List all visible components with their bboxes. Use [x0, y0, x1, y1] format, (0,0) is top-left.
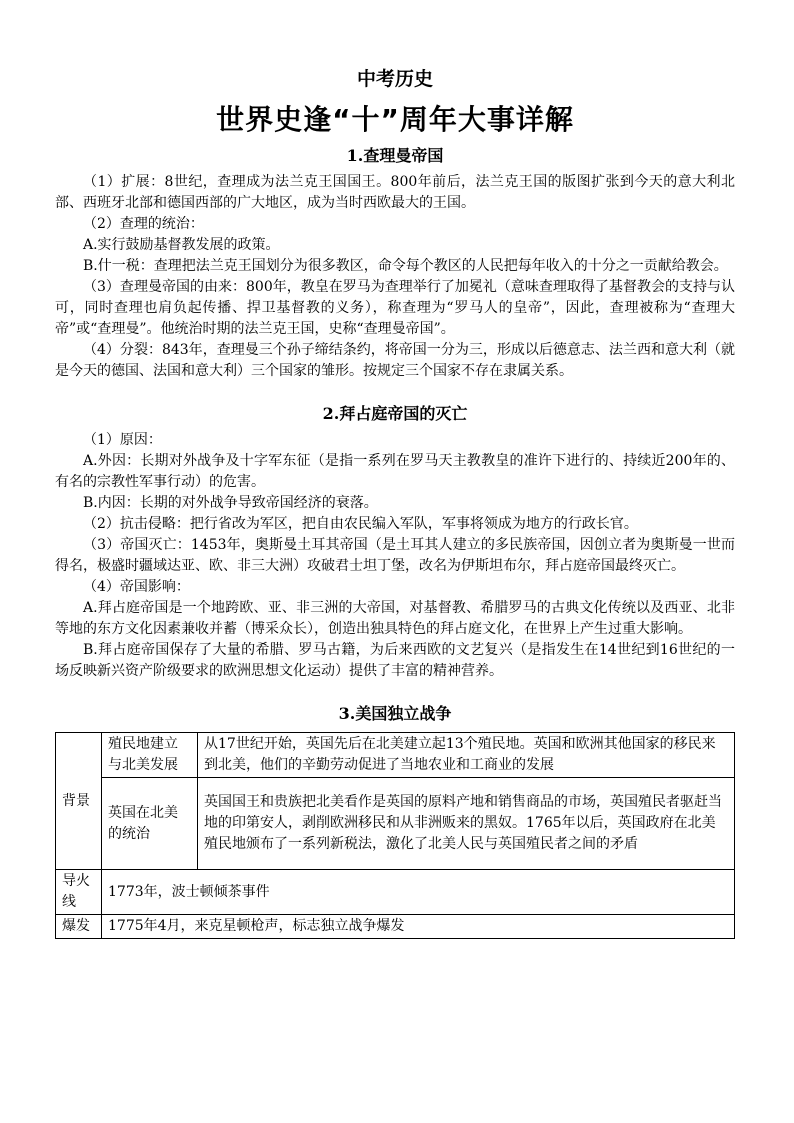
section2-paragraph: B.拜占庭帝国保存了大量的希腊、罗马古籍，为后来西欧的文艺复兴（是指发生在14世纪到16世纪的一场反映新兴资产阶级要求的欧洲思想文化运动）提供了丰富的精神营养。 — [55, 642, 735, 679]
table-row — [56, 733, 735, 778]
row-content: 从17世纪开始，英国先后在北美建立起13个殖民地。英国和欧洲其他国家的移民来到北美，他们的辛勤劳动促进了当地农业和工商业的发展 — [198, 733, 735, 778]
background-label: 背景 — [62, 792, 90, 809]
section2-title: 2.拜占庭帝国的灭亡 — [322, 404, 468, 423]
section2-paragraph: （4）帝国影响： — [83, 579, 190, 595]
row-content: 英国国王和贵族把北美看作是英国的原料产地和销售商品的市场，英国殖民者驱赶当地的印第安人，剥削欧洲移民和从非洲贩来的黑奴。1765年以后，英国政府在北美殖民地颁布了一系列新税法，激化了北美人民与英国殖民者之间的矛盾 — [198, 778, 735, 870]
table-row — [56, 870, 735, 915]
section3-title: 3.美国独立战争 — [338, 704, 452, 723]
outbreak-label: 爆发 — [56, 915, 102, 939]
outbreak-content: 1775年4月，来克星顿枪声，标志独立战争爆发 — [102, 915, 735, 939]
background-label-cell — [56, 733, 102, 870]
section2-paragraph: （1）原因： — [83, 432, 162, 448]
section1-paragraph: （2）查理的统治： — [83, 216, 204, 232]
document-title: 世界史逢“十”周年大事详解 — [216, 103, 574, 136]
section1-paragraph: B.什一税：查理把法兰克王国划分为很多教区，命令每个教区的人民把每年收入的十分之一贡献给教会。 — [83, 258, 728, 274]
fuse-content: 1773年，波士顿倾茶事件 — [102, 870, 735, 915]
section2-paragraph: （2）抗击侵略：把行省改为军区，把自由农民编入军队，军事将领成为地方的行政长官。 — [83, 516, 638, 532]
table-row — [56, 915, 735, 939]
subject-heading: 中考历史 — [356, 68, 433, 90]
table-row — [56, 778, 735, 870]
independence-war-table — [55, 732, 735, 939]
row-label: 殖民地建立与北美发展 — [102, 733, 198, 778]
row-label: 英国在北美的统治 — [102, 778, 198, 870]
section1-paragraph: A.实行鼓励基督教发展的政策。 — [83, 237, 280, 253]
fuse-label: 导火线 — [56, 870, 102, 915]
section2-paragraph: B.内因：长期的对外战争导致帝国经济的衰落。 — [83, 495, 378, 511]
section1-title: 1.查理曼帝国 — [346, 146, 444, 165]
section2-paragraph: A.外因：长期对外战争及十字军东征（是指一系列在罗马天主教教皇的准许下进行的、持续近200年的、有名的宗教性军事行动）的危害。 — [55, 453, 735, 490]
document-page — [55, 66, 735, 939]
section1-paragraph: （1）扩展：8世纪，查理成为法兰克王国国王。800年前后，法兰克王国的版图扩张到今天的意大利北部、西班牙北部和德国西部的广大地区，成为当时西欧最大的王国。 — [55, 174, 735, 211]
section2-paragraph: （3）帝国灭亡：1453年，奥斯曼土耳其帝国（是土耳其人建立的多民族帝国，因创立者为奥斯曼一世而得名，极盛时疆域达亚、欧、非三大洲）攻破君士坦丁堡，改名为伊斯坦布尔，拜占庭帝国最终灭亡。 — [55, 537, 735, 574]
section1-paragraph: （4）分裂：843年，查理曼三个孙子缔结条约，将帝国一分为三，形成以后德意志、法兰西和意大利（就是今天的德国、法国和意大利）三个国家的雏形。按规定三个国家不存在隶属关系。 — [55, 342, 735, 379]
section2-paragraph: A.拜占庭帝国是一个地跨欧、亚、非三洲的大帝国，对基督教、希腊罗马的古典文化传统以及西亚、北非等地的东方文化因素兼收并蓄（博采众长），创造出独具特色的拜占庭文化，在世界上产生过重大影响。 — [55, 600, 735, 637]
section1-paragraph: （3）查理曼帝国的由来：800年，教皇在罗马为查理举行了加冕礼（意味查理取得了基督教会的支持与认可，同时查理也肩负起传播、捍卫基督教的义务），称查理为“罗马人的皇帝”，因此，查理被称为“查理大帝”或“查理曼”。他统治时期的法兰克王国，史称“查理曼帝国”。 — [55, 279, 735, 337]
